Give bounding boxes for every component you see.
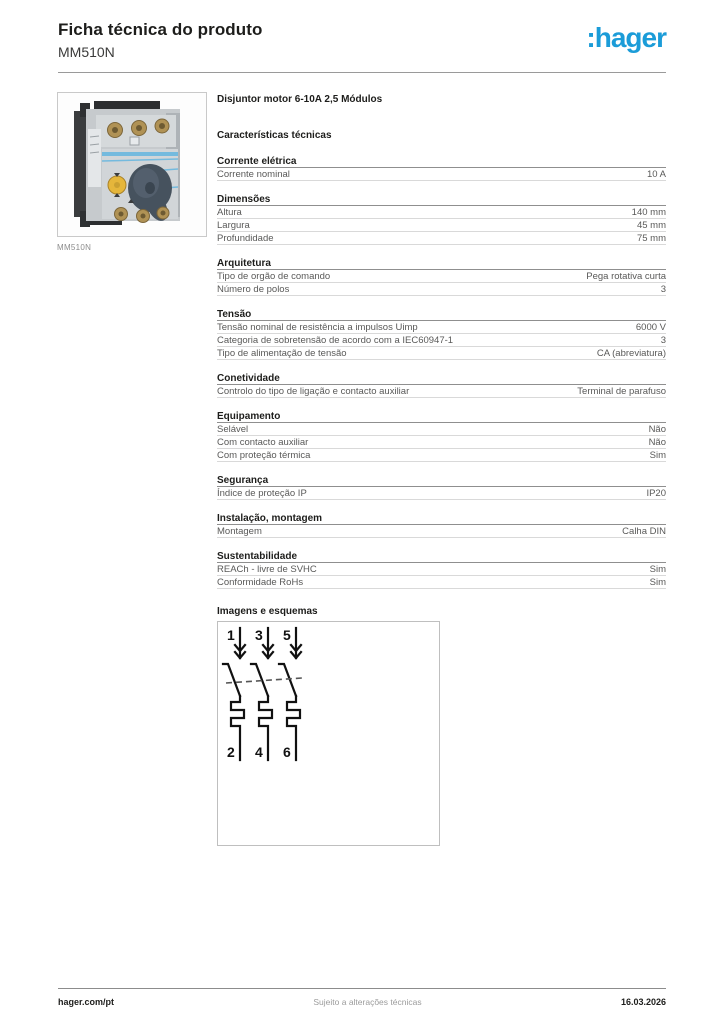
spec-label: Profundidade [217, 232, 274, 244]
section-rows [217, 168, 666, 181]
spec-value: 6000 V [635, 321, 666, 333]
section-title: Equipamento [217, 410, 666, 423]
wiring-diagram-drawing [218, 622, 441, 845]
spec-row [217, 206, 666, 219]
website-link[interactable]: hager.com/pt [58, 997, 115, 1007]
spec-label: Número de polos [217, 283, 290, 295]
spec-row [217, 487, 666, 500]
product-image [57, 92, 207, 237]
spec-label: Altura [217, 206, 242, 218]
spec-row [217, 436, 666, 449]
disclaimer-text: Sujeito a alterações técnicas [313, 997, 422, 1007]
section-rows [217, 525, 666, 538]
product-image-caption: MM510N [57, 243, 92, 252]
section-title: Corrente elétrica [217, 155, 666, 168]
section-rows [217, 385, 666, 398]
document-title: Ficha técnica do produto [58, 20, 263, 39]
section-rows [217, 321, 666, 360]
spec-value: Terminal de parafuso [577, 385, 666, 397]
spec-section [217, 372, 666, 398]
section-title: Conetividade [217, 372, 666, 385]
pole-label-bottom-4: 4 [255, 744, 263, 760]
spec-section [217, 410, 666, 462]
product-code: MM510N [58, 44, 115, 60]
spec-row [217, 347, 666, 360]
section-title: Dimensões [217, 193, 666, 206]
spec-row [217, 423, 666, 436]
spec-row [217, 321, 666, 334]
page-footer [58, 997, 666, 1007]
page-header [58, 20, 666, 66]
spec-label: Conformidade RoHs [217, 576, 304, 588]
spec-label: Índice de proteção IP [217, 487, 307, 499]
spec-section [217, 257, 666, 296]
spec-row [217, 334, 666, 347]
spec-label: REACh - livre de SVHC [217, 563, 317, 575]
spec-label: Selável [217, 423, 249, 435]
section-title: Instalação, montagem [217, 512, 666, 525]
section-rows [217, 270, 666, 296]
spec-value: 10 A [646, 168, 666, 180]
spec-value: Não [648, 423, 666, 435]
spec-value: 3 [660, 334, 666, 346]
spec-label: Com contacto auxiliar [217, 436, 309, 448]
section-rows [217, 563, 666, 589]
product-photo-column [57, 92, 207, 252]
spec-row [217, 576, 666, 589]
spec-row [217, 270, 666, 283]
spec-label: Tensão nominal de resistência a impulsos Uimp [217, 321, 418, 333]
spec-value: Sim [649, 563, 666, 575]
spec-label: Tipo de orgão de comando [217, 270, 331, 282]
spec-row [217, 449, 666, 462]
spec-section [217, 512, 666, 538]
spec-label: Tipo de alimentação de tensão [217, 347, 347, 359]
spec-row [217, 525, 666, 538]
section-rows [217, 487, 666, 500]
spec-sections [217, 155, 666, 589]
spec-label: Montagem [217, 525, 262, 537]
section-rows [217, 206, 666, 245]
pole-label-bottom-6: 6 [283, 744, 291, 760]
spec-row [217, 219, 666, 232]
section-title: Segurança [217, 474, 666, 487]
spec-row [217, 168, 666, 181]
section-title: Arquitetura [217, 257, 666, 270]
spec-label: Controlo do tipo de ligação e contacto auxiliar [217, 385, 410, 397]
spec-label: Largura [217, 219, 250, 231]
spec-row [217, 283, 666, 296]
spec-column [217, 92, 666, 846]
date-text: 16.03.2026 [620, 997, 666, 1007]
spec-section [217, 550, 666, 589]
spec-section [217, 474, 666, 500]
spec-row [217, 563, 666, 576]
spec-value: IP20 [646, 487, 666, 499]
spec-row [217, 232, 666, 245]
wiring-diagram [217, 621, 440, 846]
pole-label-top-3: 3 [255, 627, 263, 643]
spec-label: Categoria de sobretensão de acordo com a IEC60947-1 [217, 334, 454, 346]
header-divider [58, 72, 666, 73]
spec-value: Calha DIN [622, 525, 666, 537]
section-rows [217, 423, 666, 462]
spec-value: 75 mm [636, 232, 666, 244]
breaker-photo-drawing [58, 93, 206, 236]
spec-value: Pega rotativa curta [586, 270, 666, 282]
spec-value: 3 [660, 283, 666, 295]
spec-value: 45 mm [636, 219, 666, 231]
product-title: Disjuntor motor 6-10A 2,5 Módulos [217, 94, 383, 105]
spec-label: Corrente nominal [217, 168, 290, 180]
images-schemas-heading: Imagens e esquemas [217, 606, 318, 617]
pole-label-bottom-2: 2 [227, 744, 235, 760]
spec-section [217, 308, 666, 360]
section-title: Tensão [217, 308, 666, 321]
spec-value: Sim [649, 449, 666, 461]
footer-divider [58, 988, 666, 989]
pole-label-top-5: 5 [283, 627, 291, 643]
spec-value: Não [648, 436, 666, 448]
spec-section [217, 155, 666, 181]
spec-value: CA (abreviatura) [596, 347, 666, 359]
spec-section [217, 193, 666, 245]
technical-characteristics-heading: Características técnicas [217, 130, 332, 141]
spec-value: 140 mm [631, 206, 666, 218]
spec-label: Com proteção térmica [217, 449, 311, 461]
hager-logo: :hager [586, 22, 666, 53]
spec-value: Sim [649, 576, 666, 588]
spec-row [217, 385, 666, 398]
section-title: Sustentabilidade [217, 550, 666, 563]
pole-label-top-1: 1 [227, 627, 235, 643]
